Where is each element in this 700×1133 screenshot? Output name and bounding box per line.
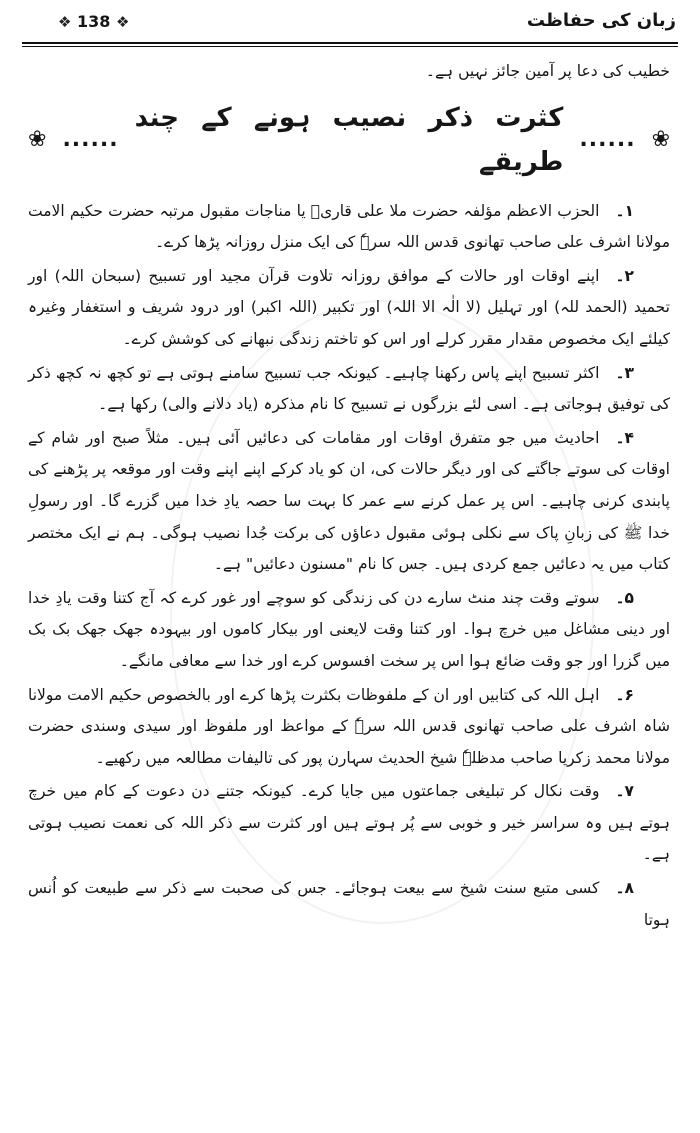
list-item	[28, 196, 670, 259]
running-title: زبان کی حفاظت	[526, 10, 676, 31]
intro-line: خطیب کی دعا پر آمین جائز نہیں ہے۔	[425, 62, 670, 80]
list-item	[28, 358, 670, 421]
page-body	[28, 56, 670, 938]
page-header	[22, 6, 678, 40]
section-heading	[28, 96, 670, 184]
list-item	[28, 423, 670, 581]
list-item	[28, 261, 670, 356]
list-item	[28, 776, 670, 871]
item-number: ۶۔	[615, 685, 634, 704]
ornament-icon: ❖	[58, 13, 72, 31]
header-rule-thin	[22, 46, 678, 47]
header-rule	[22, 42, 678, 44]
heading-dots: ......	[579, 126, 636, 152]
item-text: سوتے وقت چند منٹ سارے دن کی زندگی کو سوچے اور غور کرے کہ آج کتنا وقت یادِ خدا اور دینی مشاغل میں خرچ ہوا۔ اور کتنا وقت لایعنی اور بیکار کاموں اور بیہودہ جھک جھک بک بک میں گزرا اور جو وقت ضائع ہوا اس پر سخت افسوس کرے اور خدا سے معافی مانگے۔	[28, 588, 670, 670]
heading-dots: ......	[62, 126, 119, 152]
item-number: ۳۔	[615, 363, 634, 382]
item-text: احادیث میں جو متفرق اوقات اور مقامات کی دعائیں آئی ہیں۔ مثلاً صبح اور شام کے اوقات کی سوتے جاگتے کی اور دیگر حالات کی، ان کو یاد کرکے اپنے اپنے وقت اور موقعہ پر پڑھنے کی پابندی کرنی چاہیے۔ اس پر عمل کرنے سے عمر کا بہت سا حصہ یادِ خدا میں گزرے گا۔ اور رسولِ خدا ﷺ کی زبانِ پاک سے نکلی ہوئی مقبول دعاؤں کی برکت جُدا نصیب ہوگی۔ ہم نے ایک مختصر کتاب میں یہ دعائیں جمع کردی ہیں۔ جس کا نام "مسنون دعائیں" ہے۔	[28, 428, 670, 574]
item-text: اہل اللہ کی کتابیں اور ان کے ملفوظات بکثرت پڑھا کرے اور بالخصوص حکیم الامت مولانا شاہ اشرف علی صاحب تھانوی قدس اللہ سرہٗ کے مواعظ اور ملفوظ اور سیدی وسندی حضرت مولانا محمد زکریا صاحب مدظلہٗ شیخ الحدیث سہارن پور کی تالیفات مطالعہ میں رکھیے۔	[28, 685, 670, 767]
item-text: اکثر تسبیح اپنے پاس رکھنا چاہیے۔ کیونکہ جب تسبیح سامنے ہوتی ہے تو کچھ نہ کچھ ذکر کی توفیق ہوجاتی ہے۔ اسی لئے بزرگوں نے تسبیح کا نام مذکرہ (یاد دلانے والی) رکھا ہے۔	[28, 363, 670, 414]
page-number: 138	[77, 12, 111, 31]
ornament-icon: ❖	[116, 13, 130, 31]
flower-ornament-icon: ❀	[28, 126, 47, 152]
list-item	[28, 680, 670, 775]
flower-ornament-icon: ❀	[651, 126, 670, 152]
item-text: کسی متبع سنت شیخ سے بیعت ہوجائے۔ جس کی صحبت سے ذکر سے طبیعت کو اُنس ہوتا	[28, 879, 670, 929]
section-heading-text: کثرت ذکر نصیب ہونے کے چند طریقے	[134, 102, 564, 177]
item-number: ۸۔	[615, 879, 634, 898]
item-text: الحزب الاعظم مؤلفہ حضرت ملا علی قاریؒ یا مناجات مقبول مرتبہ حضرت حکیم الامت مولانا اشرف علی صاحب تھانوی قدس اللہ سرہٗ کی ایک منزل روزانہ پڑھا کرے۔	[28, 201, 670, 252]
list-item	[28, 583, 670, 678]
item-number: ۴۔	[615, 428, 634, 447]
item-number: ۲۔	[615, 266, 634, 285]
item-number: ۷۔	[615, 782, 634, 801]
item-number: ۱۔	[615, 201, 634, 220]
list-item	[28, 873, 670, 936]
page-number-block	[58, 12, 129, 31]
item-number: ۵۔	[615, 588, 634, 607]
item-text: اپنے اوقات اور حالات کے موافق روزانہ تلاوت قرآن مجید اور تسبیح (سبحان اللہ) اور تحمید (الحمد للہ) اور تہلیل (لا الٰہ الا اللہ) اور تکبیر (اللہ اکبر) اور درود شریف و استغفار وغیرہ کیلئے ایک مخصوص مقدار مقرر کرلے اور اس کو تاختم زندگی نبھانے کی کوشش کرے۔	[28, 266, 670, 348]
item-text: وقت نکال کر تبلیغی جماعتوں میں جایا کرے۔ کیونکہ جتنے دن دعوت کے کام میں خرچ ہوتے ہیں وہ سراسر خیر و خوبی سے پُر ہوتے ہیں اور کثرت سے ذکر اللہ کی نعمت نصیب ہوتی ہے۔	[28, 782, 670, 864]
